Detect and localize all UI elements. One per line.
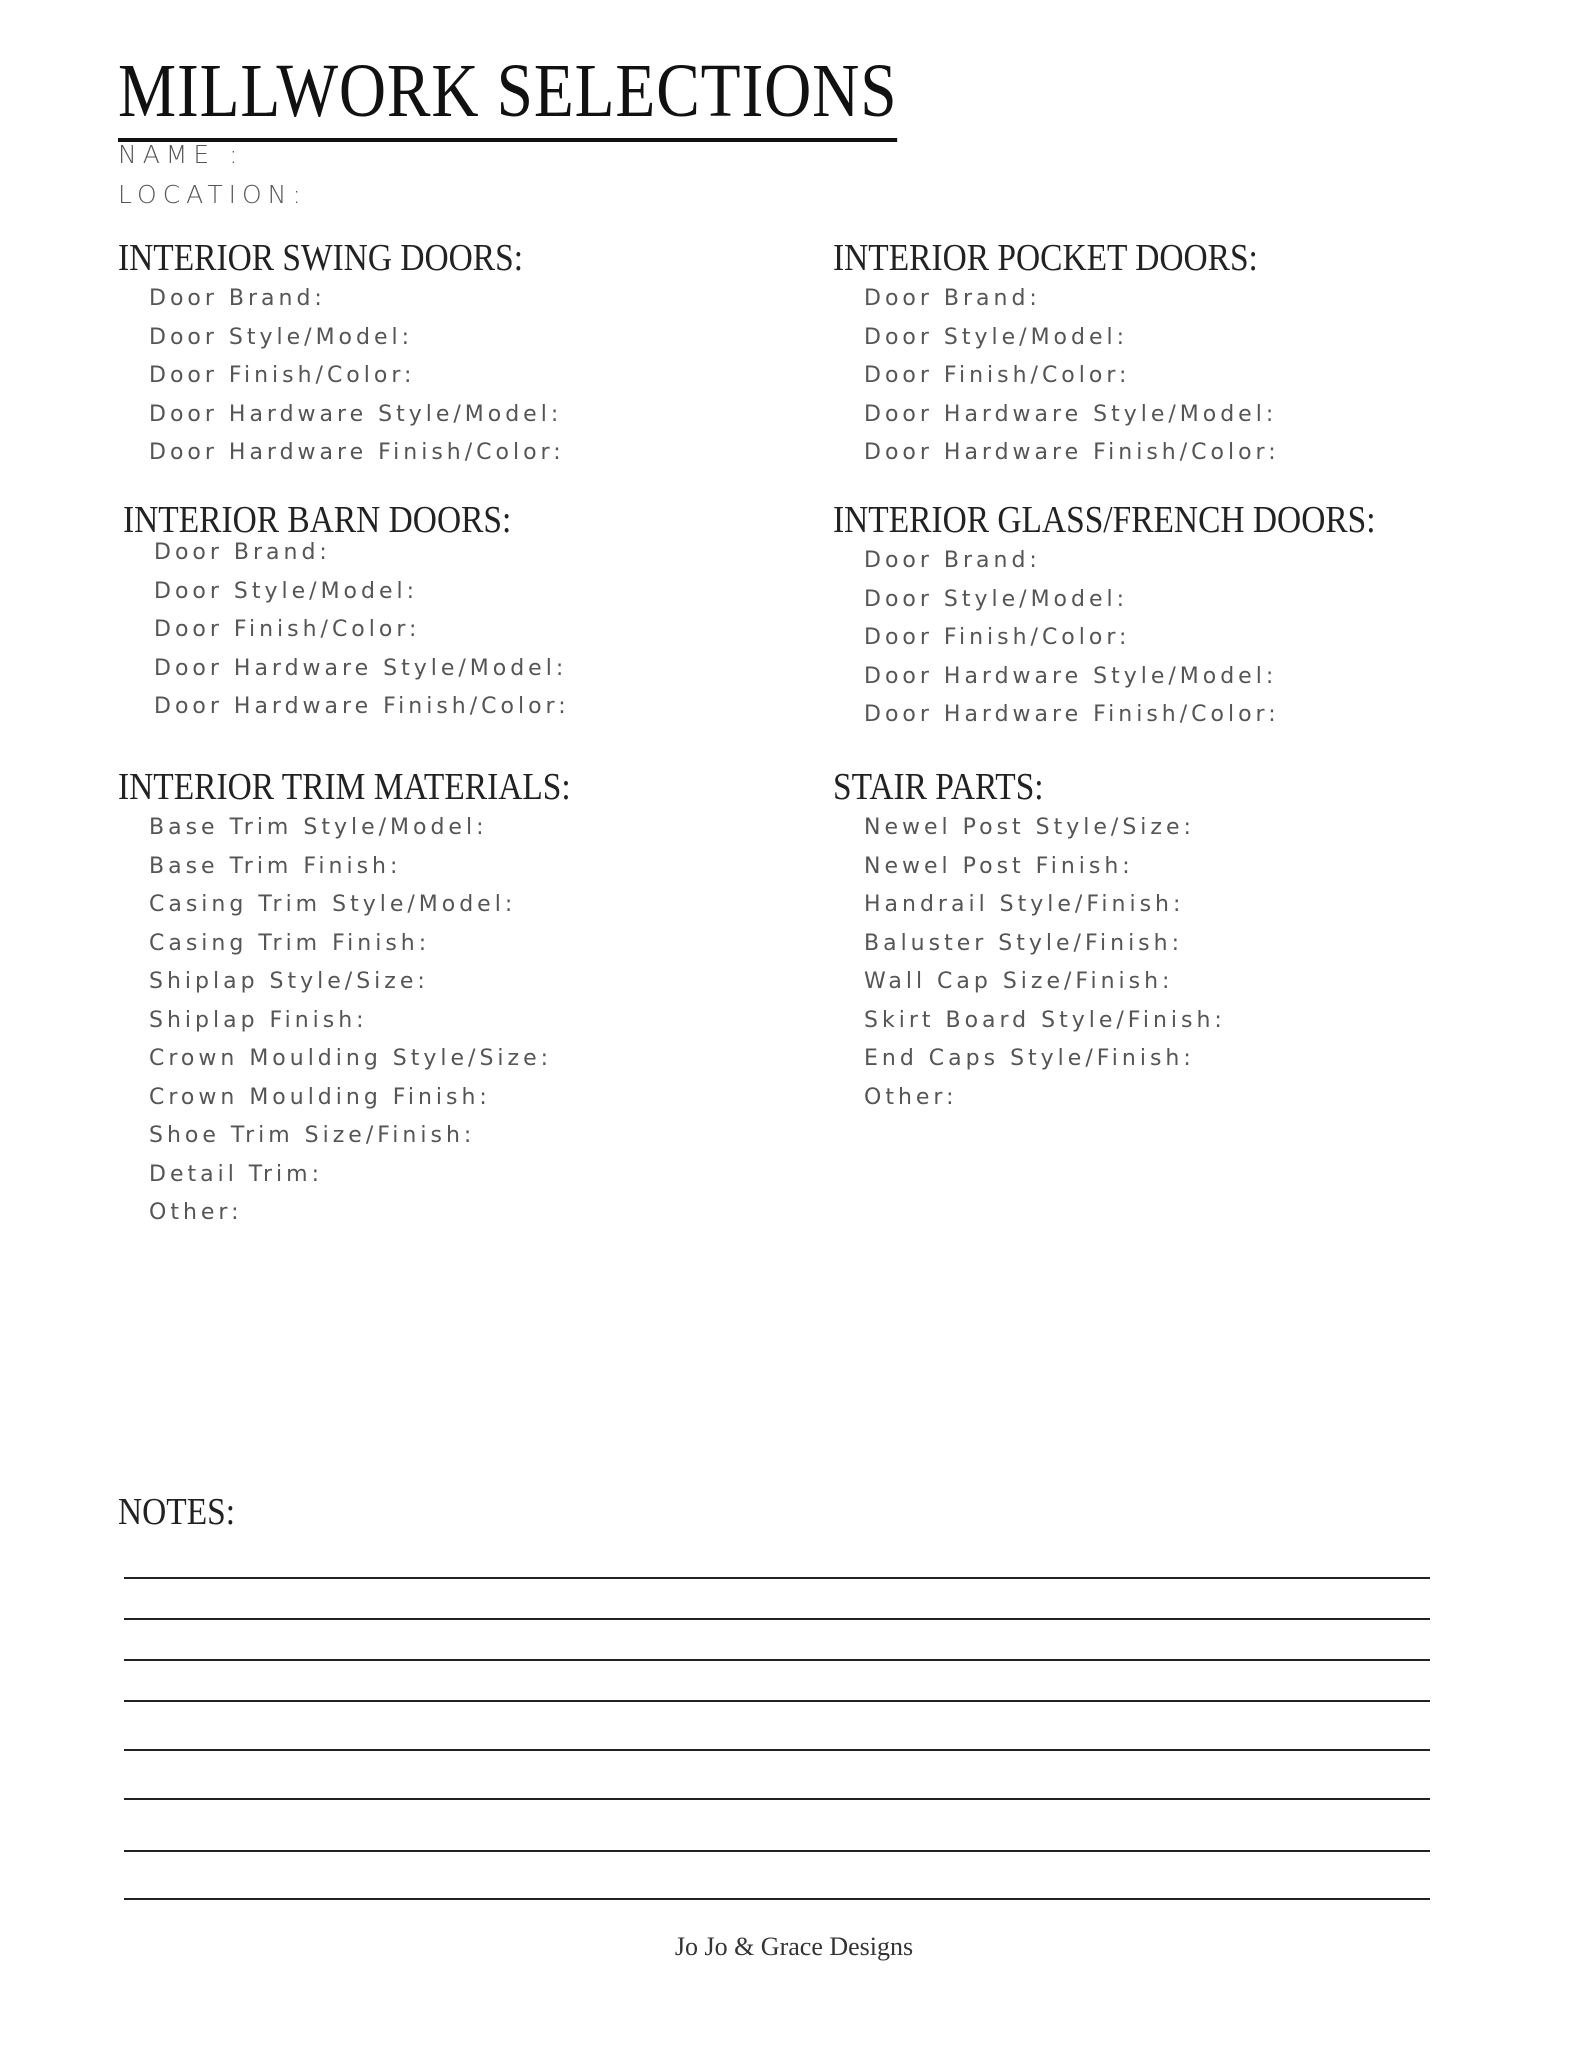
section-heading: INTERIOR SWING DOORS: [118, 237, 523, 279]
form-field[interactable]: Other: [149, 1200, 243, 1225]
field-list [118, 280, 578, 473]
form-field[interactable]: Newel Post Finish: [864, 853, 1134, 879]
notes-line[interactable] [124, 1798, 1430, 1800]
form-field[interactable]: Baluster Style/Finish: [864, 930, 1183, 956]
notes-heading: NOTES: [118, 1491, 236, 1533]
section-heading: INTERIOR BARN DOORS: [123, 499, 512, 541]
field-list [833, 280, 1316, 473]
form-field[interactable]: Newel Post Style/Size: [864, 815, 1195, 840]
form-field[interactable]: Base Trim Finish: [149, 853, 402, 879]
form-field[interactable]: End Caps Style/Finish: [864, 1046, 1195, 1071]
notes-line[interactable] [124, 1749, 1430, 1751]
form-field[interactable]: Shiplap Finish: [149, 1007, 368, 1033]
section-heading: INTERIOR GLASS/FRENCH DOORS: [833, 499, 1376, 541]
form-field[interactable]: Door Style/Model: [149, 324, 414, 350]
form-field[interactable]: Door Finish/Color: [149, 363, 416, 388]
field-list [123, 534, 570, 727]
section-interior-glass-french-doors [833, 498, 1450, 735]
notes-line[interactable] [124, 1898, 1430, 1900]
field-list [833, 542, 1450, 735]
section-interior-barn-doors [123, 498, 570, 727]
section-interior-pocket-doors [833, 236, 1316, 473]
form-field[interactable]: Door Style/Model: [154, 578, 419, 604]
form-field[interactable]: Door Brand: [154, 540, 331, 565]
form-field[interactable]: Door Brand: [864, 548, 1041, 573]
form-field[interactable]: Shiplap Style/Size: [149, 969, 429, 994]
notes-line[interactable] [124, 1700, 1430, 1702]
notes-section [118, 1490, 251, 1534]
section-interior-trim-materials [118, 765, 632, 1233]
form-field[interactable]: Door Finish/Color: [154, 617, 421, 642]
form-field[interactable]: Door Brand: [864, 286, 1041, 311]
location-field-label[interactable]: LOCATION: [118, 180, 307, 209]
form-field[interactable]: Crown Moulding Style/Size: [149, 1046, 553, 1071]
form-field[interactable]: Casing Trim Style/Model: [149, 892, 517, 917]
form-field[interactable]: Door Hardware Finish/Color: [154, 694, 570, 719]
section-heading: INTERIOR TRIM MATERIALS: [118, 766, 571, 808]
page-title: MILLWORK SELECTIONS [118, 46, 897, 142]
form-field[interactable]: Door Hardware Finish/Color: [864, 702, 1280, 727]
form-field[interactable]: Door Hardware Style/Model: [149, 401, 563, 427]
form-field[interactable]: Detail Trim: [149, 1161, 324, 1187]
form-field[interactable]: Handrail Style/Finish: [864, 892, 1185, 917]
form-field[interactable]: Skirt Board Style/Finish: [864, 1007, 1226, 1033]
notes-line[interactable] [124, 1850, 1430, 1852]
section-stair-parts [833, 765, 1226, 1117]
form-field[interactable]: Door Hardware Style/Model: [864, 401, 1278, 427]
section-heading: STAIR PARTS: [833, 766, 1044, 808]
form-field[interactable]: Door Finish/Color: [864, 625, 1131, 650]
notes-line[interactable] [124, 1659, 1430, 1661]
notes-line[interactable] [124, 1618, 1430, 1620]
form-field[interactable]: Other: [864, 1084, 958, 1110]
form-field[interactable]: Base Trim Style/Model: [149, 815, 488, 840]
form-field[interactable]: Door Style/Model: [864, 324, 1129, 350]
section-interior-swing-doors [118, 236, 578, 473]
section-heading: INTERIOR POCKET DOORS: [833, 237, 1258, 279]
form-field[interactable]: Shoe Trim Size/Finish: [149, 1123, 476, 1148]
form-field[interactable]: Crown Moulding Finish: [149, 1084, 491, 1110]
form-field[interactable]: Door Hardware Finish/Color: [864, 440, 1280, 465]
notes-line[interactable] [124, 1577, 1430, 1579]
field-list [833, 809, 1226, 1117]
form-field[interactable]: Door Style/Model: [864, 586, 1129, 612]
form-field[interactable]: Door Brand: [149, 286, 326, 311]
form-field[interactable]: Door Hardware Finish/Color: [149, 440, 565, 465]
footer-brand: Jo Jo & Grace Designs [674, 1932, 914, 1961]
form-field[interactable]: Door Finish/Color: [864, 363, 1131, 388]
form-field[interactable]: Door Hardware Style/Model: [864, 663, 1278, 689]
name-field-label[interactable]: NAME : [118, 140, 244, 169]
field-list [118, 809, 632, 1233]
form-field[interactable]: Casing Trim Finish: [149, 930, 431, 956]
form-field[interactable]: Door Hardware Style/Model: [154, 655, 568, 681]
form-field[interactable]: Wall Cap Size/Finish: [864, 969, 1174, 994]
